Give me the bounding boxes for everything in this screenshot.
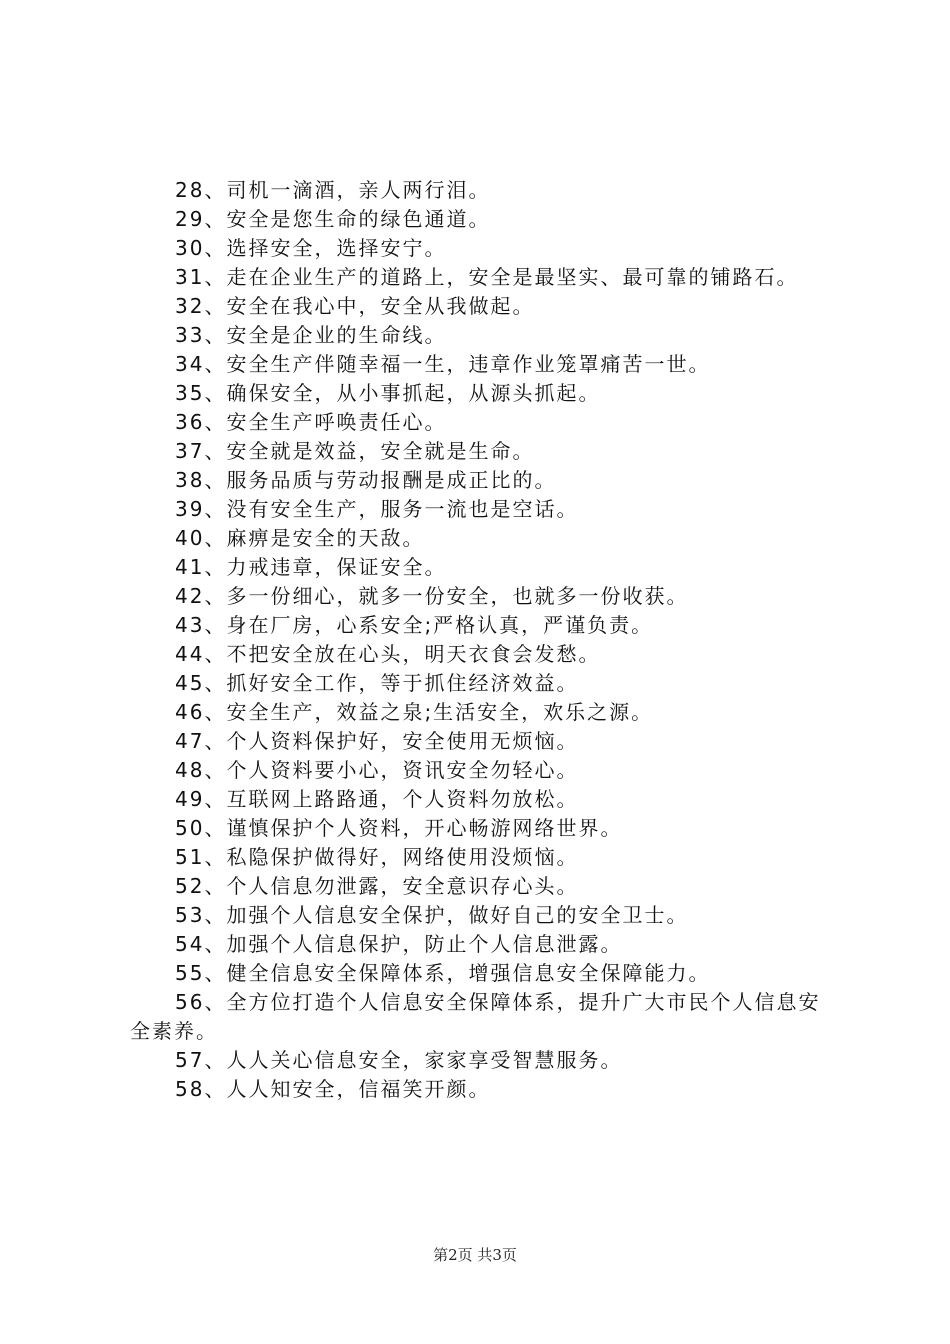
list-item: 46、安全生产，效益之泉;生活安全，欢乐之源。 — [175, 700, 654, 724]
page-number-footer: 第2页 共3页 — [433, 1246, 517, 1264]
list-item: 52、个人信息勿泄露，安全意识存心头。 — [175, 874, 579, 898]
list-item: 44、不把安全放在心头，明天衣食会发愁。 — [175, 642, 601, 666]
list-item: 39、没有安全生产，服务一流也是空话。 — [175, 497, 579, 521]
list-item: 57、人人关心信息安全，家家享受智慧服务。 — [175, 1048, 623, 1072]
list-item: 54、加强个人信息保护，防止个人信息泄露。 — [175, 932, 623, 956]
list-item: 42、多一份细心，就多一份安全，也就多一份收获。 — [175, 584, 689, 608]
list-item: 48、个人资料要小心，资讯安全勿轻心。 — [175, 758, 579, 782]
list-item: 38、服务品质与劳动报酬是成正比的。 — [175, 468, 557, 492]
list-item: 36、安全生产呼唤责任心。 — [175, 410, 447, 434]
list-item: 41、力戒违章，保证安全。 — [175, 555, 447, 579]
list-item: 49、互联网上路路通，个人资料勿放松。 — [175, 787, 579, 811]
list-item: 43、身在厂房，心系安全;严格认真，严谨负责。 — [175, 613, 654, 637]
list-item: 53、加强个人信息安全保护，做好自己的安全卫士。 — [175, 903, 689, 927]
list-item: 32、安全在我心中，安全从我做起。 — [175, 294, 535, 318]
list-item: 30、选择安全，选择安宁。 — [175, 236, 447, 260]
list-item: 51、私隐保护做得好，网络使用没烦恼。 — [175, 845, 579, 869]
list-item: 50、谨慎保护个人资料，开心畅游网络世界。 — [175, 816, 623, 840]
list-item: 45、抓好安全工作，等于抓住经济效益。 — [175, 671, 579, 695]
list-item: 58、人人知安全，信福笑开颜。 — [175, 1077, 491, 1101]
slogan-list — [130, 176, 830, 1104]
list-item: 47、个人资料保护好，安全使用无烦恼。 — [175, 729, 579, 753]
list-item: 56、全方位打造个人信息安全保障体系，提升广大市民个人信息安全素养。 — [130, 990, 821, 1043]
list-item: 37、安全就是效益，安全就是生命。 — [175, 439, 535, 463]
list-item: 40、麻痹是安全的天敌。 — [175, 526, 425, 550]
list-item: 28、司机一滴酒，亲人两行泪。 — [175, 178, 491, 202]
list-item: 34、安全生产伴随幸福一生，违章作业笼罩痛苦一世。 — [175, 352, 711, 376]
list-item: 29、安全是您生命的绿色通道。 — [175, 207, 491, 231]
list-item: 31、走在企业生产的道路上，安全是最坚实、最可靠的铺路石。 — [175, 265, 799, 289]
list-item: 35、确保安全，从小事抓起，从源头抓起。 — [175, 381, 601, 405]
list-item: 55、健全信息安全保障体系，增强信息安全保障能力。 — [175, 961, 711, 985]
list-item: 33、安全是企业的生命线。 — [175, 323, 447, 347]
